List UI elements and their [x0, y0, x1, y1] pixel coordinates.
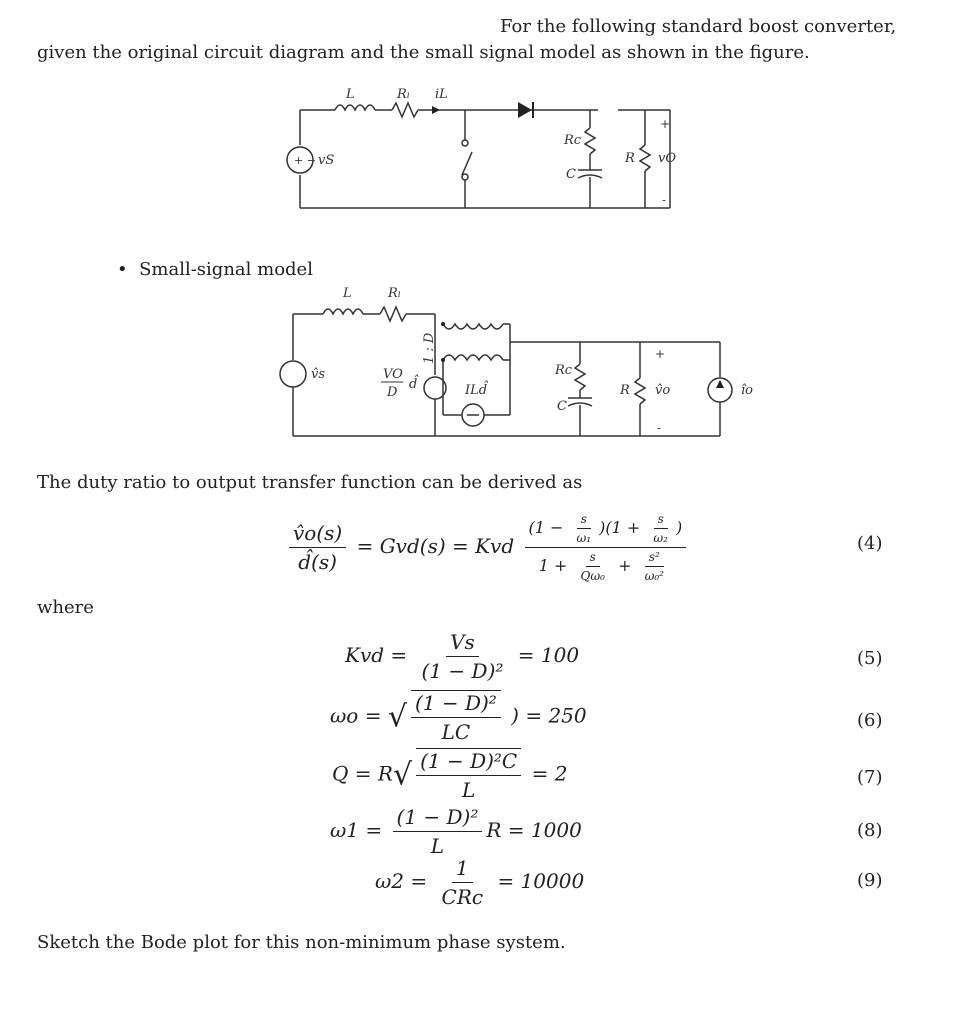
- equation-8: [330, 805, 582, 858]
- equation-5: [345, 630, 579, 683]
- resistor-icon: [392, 103, 418, 117]
- eq9-num: 1: [452, 856, 473, 883]
- bullet-dot-icon: •: [117, 259, 128, 280]
- label2-vo: v̂o: [655, 383, 671, 398]
- eq6-rhs: ) = 250: [511, 703, 587, 728]
- eq8-lhs: ω1 =: [330, 818, 383, 842]
- rc-resistor-icon: [585, 128, 595, 154]
- label2-Rl: Rₗ: [388, 286, 401, 301]
- label-C: C: [566, 167, 576, 182]
- eq4-lhs-num: v̂o(s): [289, 521, 346, 548]
- eq6-number: (6): [857, 710, 883, 731]
- eq4-number: (4): [857, 533, 883, 554]
- eq6-lhs: ωo =: [330, 703, 382, 728]
- intro-line-1: For the following standard boost converter,: [500, 16, 897, 37]
- equation-9: [375, 856, 584, 909]
- bullet-small-signal: [117, 259, 313, 280]
- resistor-2-icon: [380, 307, 406, 321]
- equation-6: [330, 690, 587, 744]
- label2-dhat: d̂: [409, 377, 418, 392]
- label-R: R: [625, 151, 635, 166]
- eq5-num: Vs: [446, 630, 479, 657]
- eq6-sqrt-icon: √: [387, 699, 407, 735]
- label2-io: îo: [741, 383, 753, 398]
- eq9-lhs: ω2 =: [375, 869, 428, 893]
- label-Rl: Rₗ: [397, 87, 410, 102]
- eq4-lhs-den: d̂(s): [298, 550, 337, 574]
- diode-icon: [518, 102, 532, 118]
- boost-converter-circuit: [280, 80, 700, 220]
- label2-plus: +: [655, 347, 666, 361]
- eq5-rhs: = 100: [517, 643, 580, 667]
- label2-ratio: 1 : D: [422, 332, 437, 364]
- derived-text: The duty ratio to output transfer function can be derived as: [37, 472, 583, 493]
- label-vo: vO: [658, 151, 677, 166]
- eq7-lhs: Q = R: [332, 761, 393, 786]
- eq7-num: (1 − D)²C: [416, 749, 521, 776]
- output-current-arrow-icon: [716, 380, 724, 388]
- eq4-mid: = Gvd(s) = Kvd: [356, 534, 515, 558]
- eq8-den: L: [430, 834, 445, 858]
- small-signal-model-circuit: [275, 280, 765, 440]
- eq9-rhs: = 10000: [497, 869, 585, 893]
- eq4-fraction: (1 − $\frac{s}{\text{ω₁}}$ )(1 + $\frac{s}{\text{ω₂}}$ ) 1 + $\frac{s}{\text{Qω₀}}$ + $\frac{\text{s²}}{\text{ω₀²}}$: [525, 512, 687, 583]
- eq7-den: L: [462, 778, 476, 802]
- label2-C: C: [557, 399, 567, 414]
- bullet-label: Small-signal model: [139, 259, 313, 280]
- label-vs: vS: [318, 153, 335, 168]
- eq7-rhs: = 2: [531, 761, 568, 786]
- current-arrow-icon: [432, 106, 440, 114]
- eq8-num: (1 − D)²: [393, 805, 483, 832]
- label-minus: -: [662, 193, 667, 207]
- label2-L: L: [343, 286, 352, 301]
- small-signal-source-icon: [280, 361, 306, 387]
- label-L: L: [346, 87, 355, 102]
- eq9-den: CRc: [441, 885, 484, 909]
- eq7-number: (7): [857, 767, 883, 788]
- transformer-primary-icon: [443, 324, 503, 329]
- label-plus: +: [660, 117, 671, 131]
- transformer-secondary-icon: [443, 355, 503, 360]
- label2-Rc: Rc: [555, 363, 573, 378]
- label2-vs: v̂s: [311, 367, 326, 382]
- label2-ILd: ILd̂: [465, 383, 488, 398]
- eq8-rhs: R = 1000: [486, 818, 582, 842]
- label2-D: D: [387, 385, 398, 400]
- eq5-lhs: Kvd =: [345, 643, 408, 667]
- source-polarity: + −: [294, 154, 316, 167]
- label2-vo-d: VO: [383, 367, 403, 382]
- eq8-number: (8): [857, 820, 883, 841]
- inductor-icon: [335, 105, 375, 110]
- load-resistor-icon: [640, 145, 650, 171]
- label-iL: iL: [435, 87, 448, 102]
- eq9-number: (9): [857, 870, 883, 891]
- eq5-number: (5): [857, 648, 883, 669]
- eq5-den: (1 − D)²: [421, 659, 504, 683]
- label2-minus: -: [657, 421, 662, 435]
- final-instruction: Sketch the Bode plot for this non-minimum phase system.: [37, 932, 566, 953]
- equation-7: [332, 748, 567, 802]
- intro-line-2: given the original circuit diagram and the small signal model as shown in the figure.: [37, 42, 810, 63]
- eq6-den: LC: [441, 720, 471, 744]
- label2-R: R: [620, 383, 630, 398]
- eq7-sqrt-icon: √: [392, 757, 413, 793]
- equation-4: [285, 512, 690, 583]
- inductor-2-icon: [323, 309, 363, 314]
- label-Rc: Rc: [564, 133, 582, 148]
- eq6-num: (1 − D)²: [411, 691, 501, 718]
- where-text: where: [37, 597, 94, 618]
